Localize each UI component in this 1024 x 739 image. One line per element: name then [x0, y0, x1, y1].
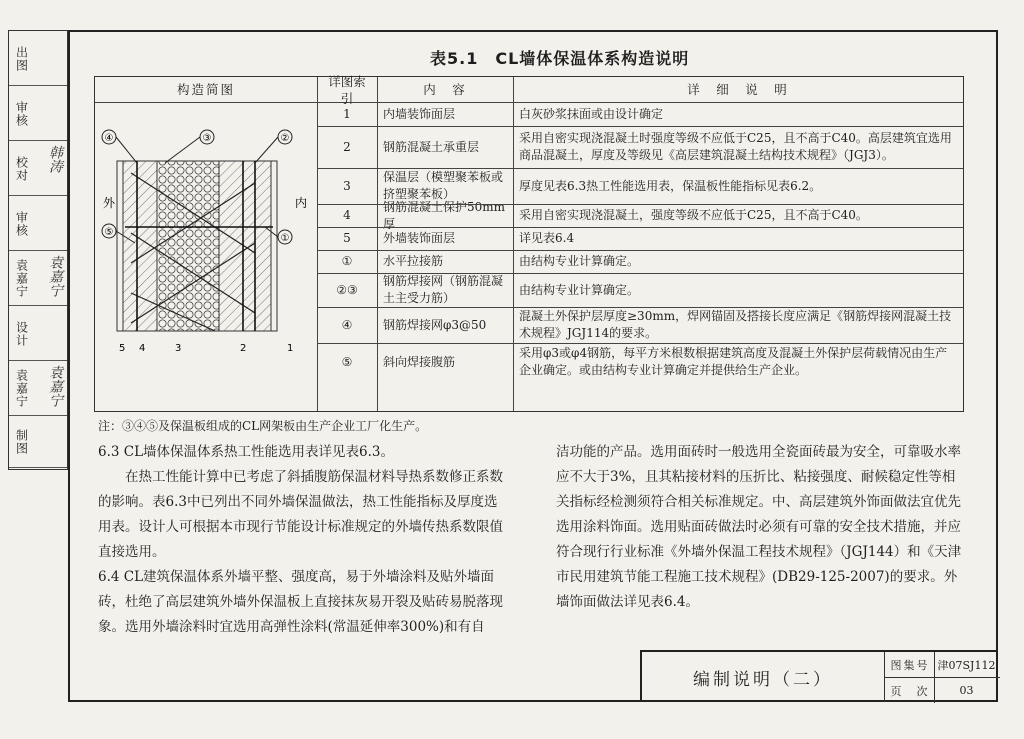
callout-2: ②: [280, 133, 290, 144]
header-index: 详图索引: [328, 73, 366, 106]
signature-sidebar: [8, 30, 68, 470]
row-detail: 白灰砂浆抹面或由设计确定: [519, 107, 664, 121]
table-title: 表5.1 CL墙体保温体系构造说明: [430, 49, 690, 68]
row-detail: 采用φ3或φ4钢筋，每平方米根数根据建筑高度及混凝土外保护层荷载情况由生产企业确定。或由结构专业计算确定并提供给生产企业。: [519, 346, 948, 377]
inside-label: 内: [295, 196, 308, 210]
sidebar-label: 审核: [14, 210, 29, 237]
layer-num-5: 5: [119, 343, 126, 354]
header-content: 内 容: [423, 82, 467, 97]
row-detail: 混凝土外保护层厚度≥30mm，焊网锚固及搭接长度应满足《钢筋焊接网混凝土技术规程》JGJ114的要求。: [519, 309, 952, 340]
row-content: 钢筋焊接网（钢筋混凝土主受力筋）: [383, 274, 504, 305]
header-diagram: 构造简图: [176, 82, 235, 97]
atlas-label: 图集号: [886, 652, 935, 677]
row-index: ②③: [336, 282, 358, 297]
row-detail: 详见表6.4: [519, 231, 575, 245]
sidebar-label: 出图: [14, 45, 29, 72]
sidebar-cell: [9, 251, 67, 306]
sidebar-label: 校对: [14, 155, 29, 182]
callout-1: ①: [280, 233, 290, 244]
row-detail: 由结构专业计算确定。: [519, 254, 640, 268]
callout-5: ⑤: [104, 227, 114, 238]
section-6-4: 6.4 CL建筑保温体系外墙平整、强度高，易于外墙涂料及贴外墙面砖，杜绝了高层建筑外墙外保温板上直接抹灰易开裂及贴砖易脱落现象。选用外墙涂料时宜选用高弹性涂料(常温延伸率300%)和有自: [98, 569, 503, 635]
right-text-column: [556, 440, 968, 615]
row-detail: 厚度见表6.3热工性能选用表，保温板性能指标见表6.2。: [519, 178, 822, 193]
sidebar-label: 制图: [14, 429, 29, 455]
page-number: 03: [959, 684, 974, 697]
sidebar-cell: [9, 31, 67, 86]
row-content: 钢筋混凝土保护50mm厚: [383, 199, 506, 231]
layer-num-3: 3: [175, 343, 182, 354]
sidebar-cell: [9, 361, 67, 416]
row-content: 水平拉接筋: [383, 254, 444, 268]
left-text-column: [98, 440, 508, 640]
outside-label: 外: [103, 196, 116, 210]
section-6-3-body: 在热工性能计算中已考虑了斜插腹筋保温材料导热系数修正系数的影响。表6.3中已列出不同外墙保温做法，热工性能指标及厚度选用表。设计人可根据本市现行节能设计标准规定的外墙传热系数限值直接选用。: [98, 469, 503, 560]
row-detail: 由结构专业计算确定。: [519, 282, 640, 297]
sidebar-label: 设计: [14, 320, 29, 347]
row-content: 内墙装饰面层: [383, 107, 456, 121]
title-block: [640, 650, 998, 702]
wall-section-diagram: [95, 103, 317, 411]
row-content: 斜向焊接腹筋: [383, 354, 456, 369]
row-content: 钢筋焊接网φ3@50: [383, 317, 487, 332]
row-index: 1: [343, 107, 351, 121]
row-detail: 采用自密实现浇混凝土，强度等级不应低于C25，且不高于C40。: [519, 208, 868, 222]
atlas-number: 津07SJ112: [937, 658, 996, 672]
sidebar-cell: [9, 306, 67, 361]
page-label: 页 次: [886, 678, 935, 703]
sidebar-label: 袁嘉宁: [14, 369, 29, 408]
callout-3: ③: [202, 133, 212, 144]
sidebar-label: 审核: [14, 100, 29, 127]
row-content: 钢筋混凝土承重层: [383, 139, 480, 154]
row-index: ⑤: [341, 354, 353, 369]
sidebar-cell: [9, 416, 67, 468]
header-detail: 详 细 说 明: [687, 82, 789, 97]
row-detail: 采用自密实现浇混凝土时强度等级不应低于C25，且不高于C40。高层建筑宜选用商品混凝土，厚度及等级见《高层建筑混凝土结构技术规程》（JGJ3）。: [519, 131, 952, 162]
sidebar-cell: [9, 86, 67, 141]
row-index: ④: [341, 317, 353, 332]
row-index: 3: [343, 178, 351, 193]
layer-num-4: 4: [139, 343, 146, 354]
sidebar-cell: [9, 196, 67, 251]
construction-table: [94, 73, 964, 412]
sidebar-signature: 袁嘉宁: [47, 255, 63, 297]
row-index: 5: [343, 231, 351, 245]
row-index: 4: [343, 208, 351, 222]
row-index: ①: [341, 254, 353, 268]
section-6-4-cont: 洁功能的产品。选用面砖时一般选用全瓷面砖最为安全，可靠吸水率应不大于3%，且其粘接材料的压折比、粘接强度、耐候稳定性等相关指标经检测须符合相关标准规定。中、高层建筑外饰面做法宜优先选用涂料饰面。选用贴面砖做法时必须有可靠的安全技术措施，并应符合现行行业标准《外墙外保温工程技术规程》（JGJ144）和《天津市民用建筑节能工程施工技术规程》(DB29-125-2007)的要求。外墙饰面做法详见表6.4。: [556, 444, 962, 610]
layer-num-2: 2: [240, 343, 247, 354]
sidebar-signature: 韩涛: [47, 145, 63, 173]
row-content: 外墙装饰面层: [383, 231, 456, 245]
row-index: 2: [343, 139, 351, 154]
layer-num-1: 1: [287, 343, 294, 354]
row-content: 保温层（模塑聚苯板或挤塑聚苯板）: [383, 170, 504, 201]
callout-4: ④: [104, 133, 114, 144]
section-6-3: 6.3 CL墙体保温体系热工性能选用表详见表6.3。: [98, 444, 395, 460]
sheet-title: 编制说明（二）: [642, 652, 885, 702]
sidebar-label: 袁嘉宁: [14, 259, 29, 298]
table-note: 注：③④⑤及保温板组成的CL网架板由生产企业工厂化生产。: [98, 419, 428, 433]
sidebar-signature: 袁嘉宁: [47, 365, 63, 407]
sidebar-cell: [9, 141, 67, 196]
